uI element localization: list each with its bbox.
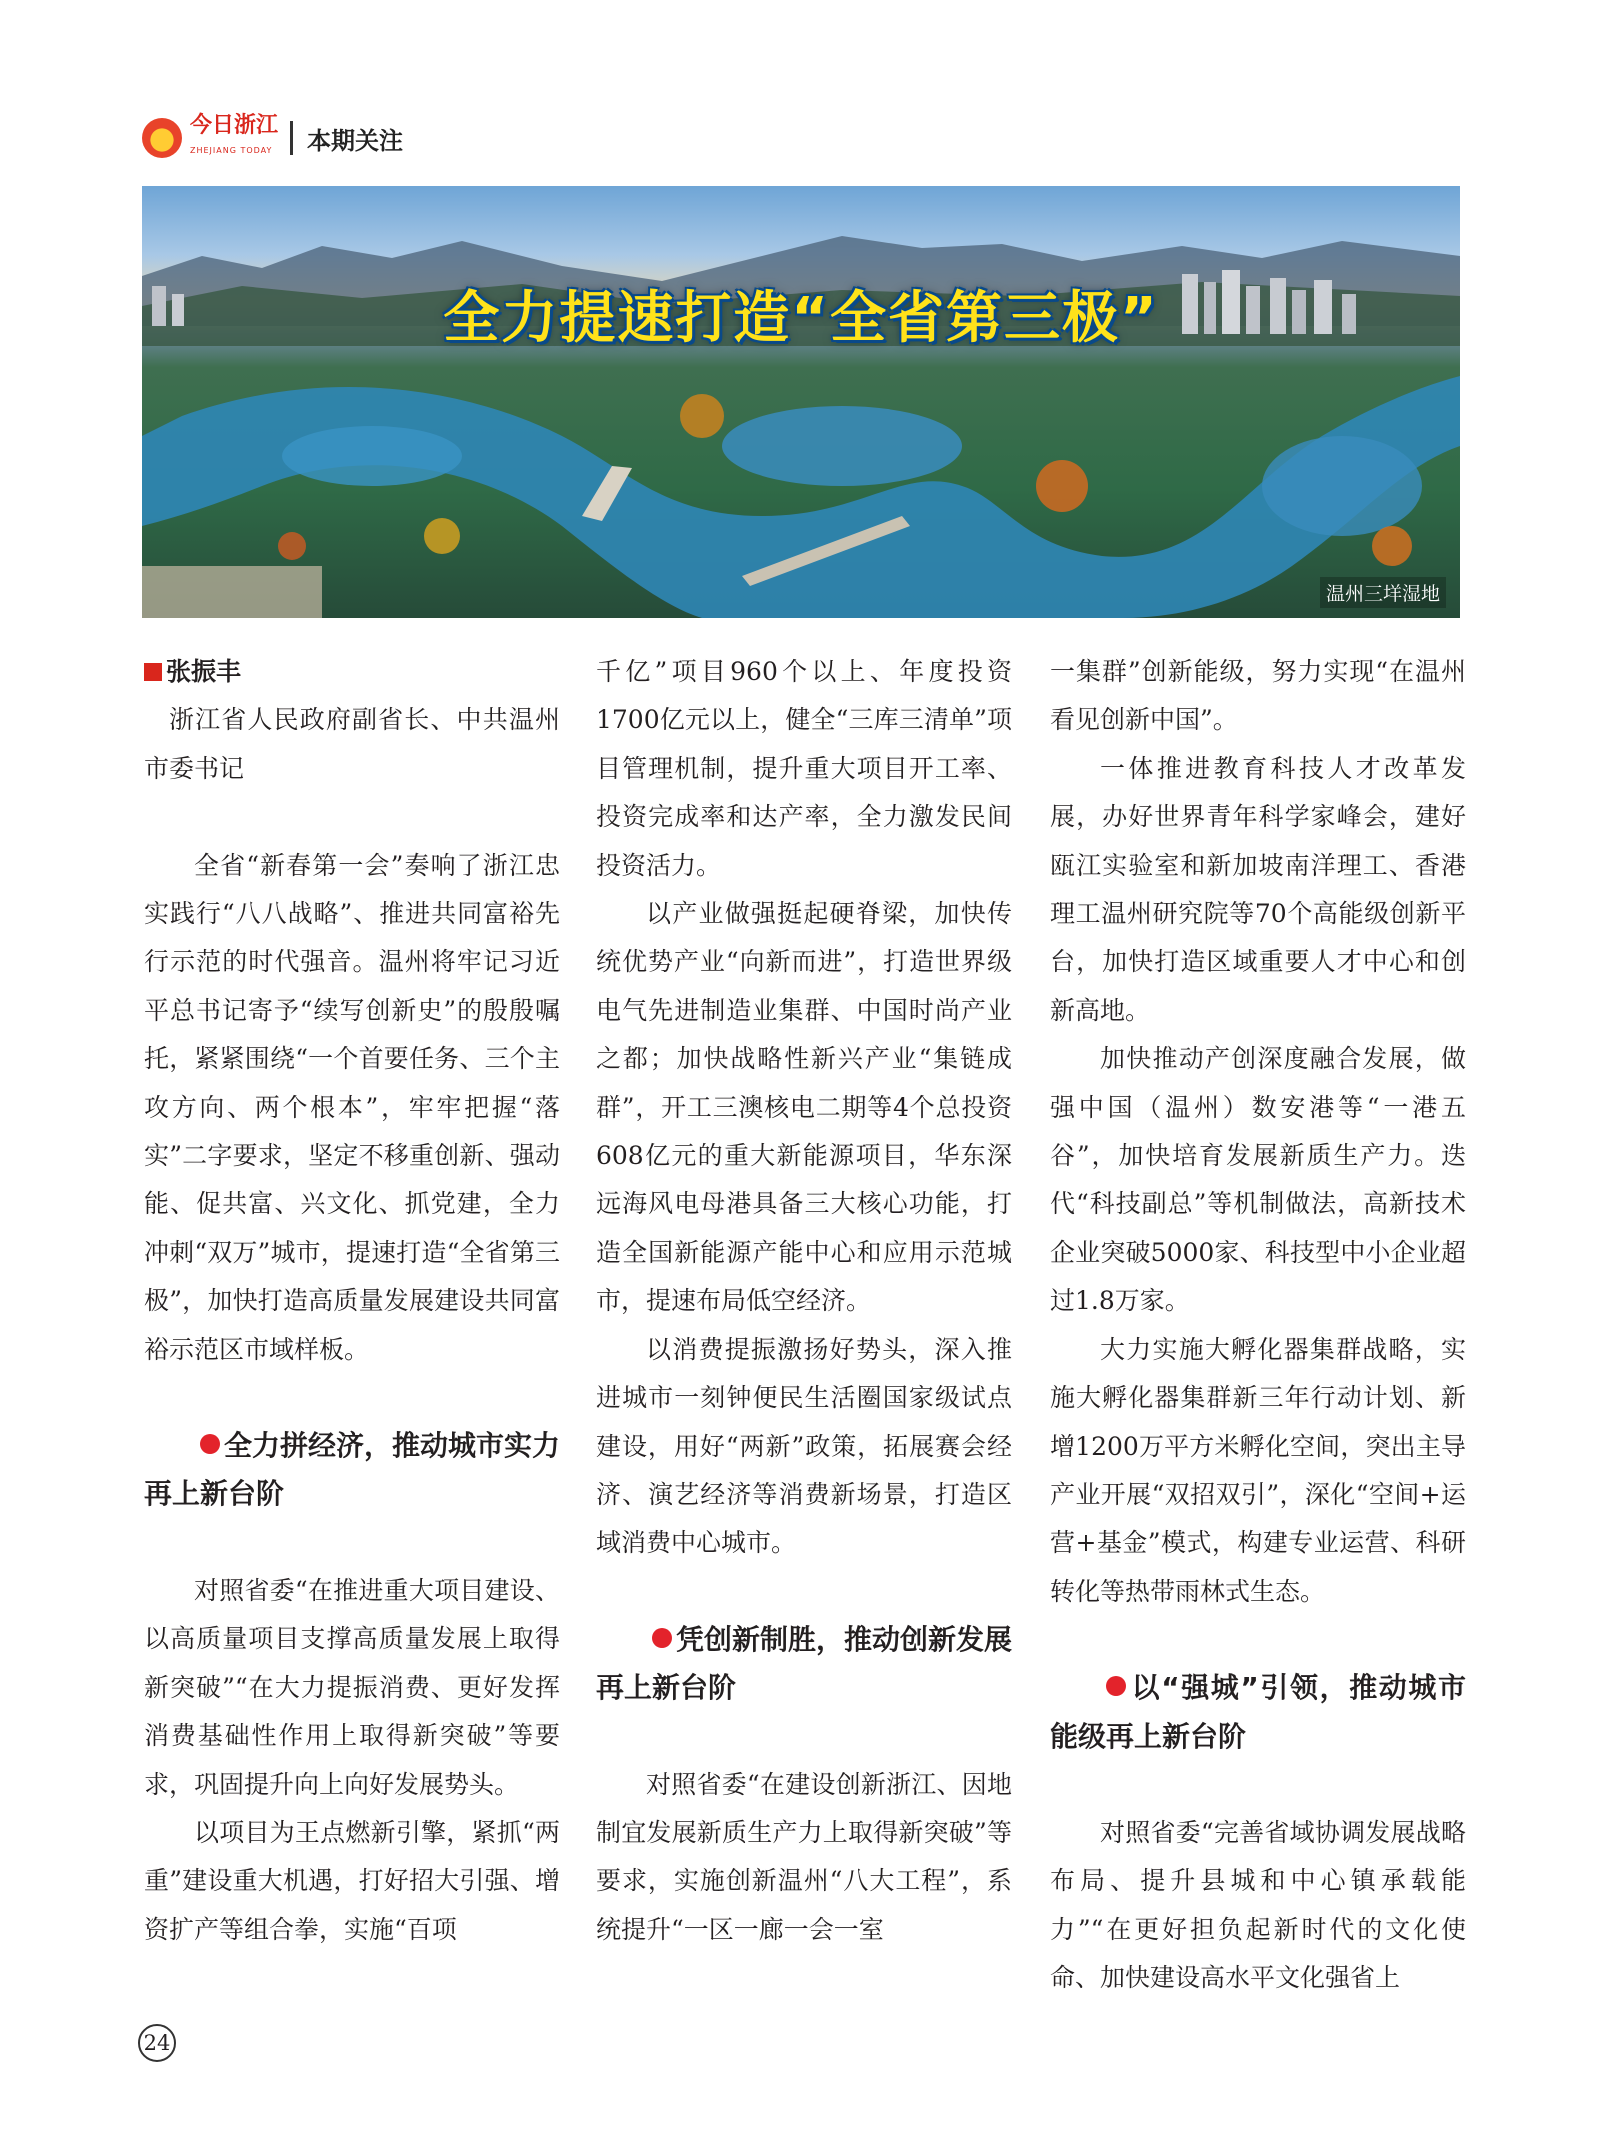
paragraph: 以项目为王点燃新引擎，紧抓“两重”建设重大机遇，打好招大引强、增资扩产等组合拳，实施“百项 [144, 1817, 560, 1944]
paragraph: 千亿”项目960个以上、年度投资1700亿元以上，健全“三库三清单”项目管理机制，提升重大项目开工率、投资完成率和达产率，全力激发民间投资活力。 [596, 657, 1012, 880]
banner-title: 全力提速打造“全省第三极” [443, 286, 1159, 351]
banner-photo [142, 186, 1460, 618]
text-column-1 [144, 648, 560, 1954]
header-divider [290, 121, 293, 155]
paragraph: 以产业做强挺起硬脊梁，加快传统优势产业“向新而进”，打造世界级电气先进制造业集群、中国时尚产业之都；加快战略性新兴产业“集链成群”，开工三澳核电二期等4个总投资608亿元的重大新能源项目，华东深远海风电母港具备三大核心功能，打造全国新能源产能中心和应用示范城市，提速布局低空经济。 [596, 899, 1012, 1316]
logo-subtitle: ZHEJIANG TODAY [190, 145, 273, 155]
section-name: 本期关注 [307, 126, 404, 155]
red-dot-icon [1106, 1676, 1126, 1696]
paragraph: 大力实施大孵化器集群战略，实施大孵化器集群新三年行动计划、新增1200万平方米孵化空间，突出主导产业开展“双招双引”，深化“空间+运营+基金”模式，构建专业运营、科研转化等热带雨林式生态。 [1050, 1334, 1466, 1606]
spacer [144, 793, 560, 841]
paragraph: 一体推进教育科技人才改革发展，办好世界青年科学家峰会，建好瓯江实验室和新加坡南洋理工、香港理工温州研究院等70个高能级创新平台，加快打造区域重要人才中心和创新高地。 [1050, 753, 1466, 1025]
section-heading [596, 1616, 1012, 1713]
wetland-illustration [142, 186, 1460, 618]
paragraph: 对照省委“完善省域协调发展战略布局、提升县城和中心镇承载能力”“在更好担负起新时代的文化使命、加快建设高水平文化强省上 [1050, 1817, 1466, 1993]
author-name [144, 648, 560, 696]
author-title: 浙江省人民政府副省长、中共温州市委书记 [144, 705, 560, 783]
red-square-icon [144, 663, 162, 681]
page-number: 24 [138, 2024, 176, 2062]
paragraph: 一集群”创新能级，努力实现“在温州看见创新中国”。 [1050, 657, 1466, 735]
section-heading-text: 凭创新制胜，推动创新发展再上新台阶 [596, 1622, 1013, 1705]
paragraph: 加快推动产创深度融合发展，做强中国（温州）数安港等“一港五谷”，加快培育发展新质生产力。迭代“科技副总”等机制做法，高新技术企业突破5000家、科技型中小企业超过1.8万家。 [1050, 1044, 1466, 1316]
logo-text: 今日浙江 [190, 112, 279, 138]
photo-caption: 温州三垟湿地 [1320, 577, 1446, 608]
section-heading [144, 1422, 560, 1519]
red-dot-icon [652, 1628, 672, 1648]
section-heading [1050, 1664, 1466, 1761]
paragraph: 以消费提振激扬好势头，深入推进城市一刻钟便民生活圈国家级试点建设，用好“两新”政策，拓展赛会经济、演艺经济等消费新场景，打造区域消费中心城市。 [596, 1334, 1012, 1558]
magazine-logo [190, 112, 279, 162]
sun-logo-icon [142, 118, 182, 158]
author-name-text: 张振丰 [166, 657, 242, 686]
section-heading-text: 以“强城”引领，推动城市能级再上新台阶 [1050, 1671, 1466, 1753]
section-heading-text: 全力拼经济，推动城市实力再上新台阶 [144, 1429, 561, 1511]
text-column-2 [596, 648, 1012, 1954]
text-column-3 [1050, 648, 1466, 2003]
paragraph: 对照省委“在建设创新浙江、因地制宜发展新质生产力上取得新突破”等要求，实施创新温州“八大工程”，系统提升“一区一廊一会一室 [596, 1769, 1012, 1944]
paragraph: 对照省委“在推进重大项目建设、以高质量项目支撑高质量发展上取得新突破”“在大力提振消费、更好发挥消费基础性作用上取得新突破”等要求，巩固提升向上向好发展势头。 [144, 1575, 560, 1799]
red-dot-icon [200, 1434, 220, 1454]
paragraph: 全省“新春第一会”奏响了浙江忠实践行“八八战略”、推进共同富裕先行示范的时代强音。温州将牢记习近平总书记寄予“续写创新史”的殷殷嘱托，紧紧围绕“一个首要任务、三个主攻方向、两个根本”，牢牢把握“落实”二字要求，坚定不移重创新、强动能、促共富、兴文化、抓党建，全力冲刺“双万”城市，提速打造“全省第三极”，加快打造高质量发展建设共同富裕示范区市域样板。 [144, 850, 560, 1364]
magazine-header [142, 114, 403, 162]
